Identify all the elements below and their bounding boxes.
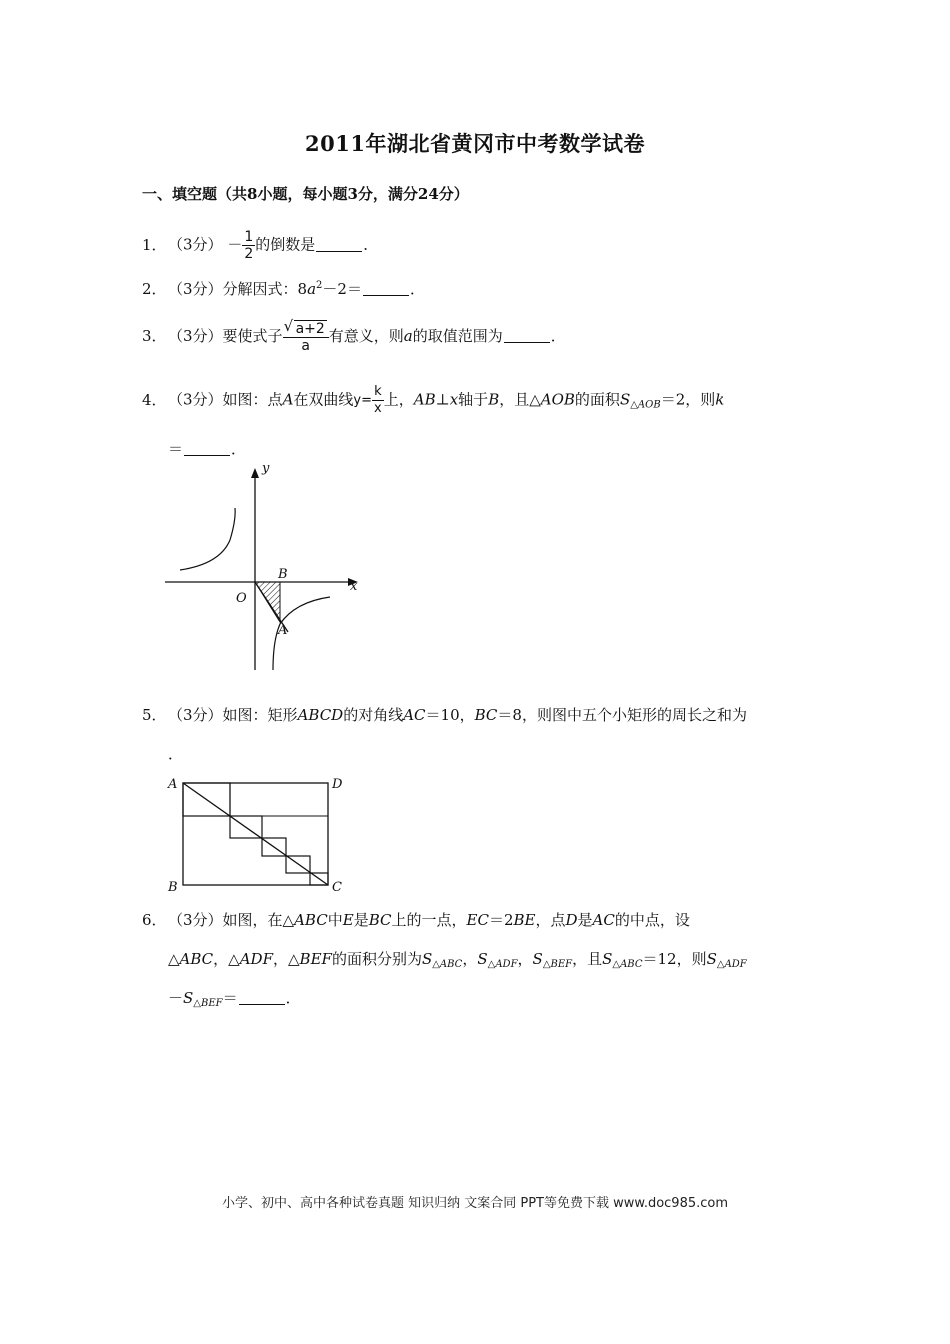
label-b: B [168, 880, 178, 895]
diagonal-ac [183, 783, 328, 885]
question-4: 4．（3分）如图：点A在双曲线y= $\frac{k}{x}$ 上，AB⊥x轴于B，且△AOB的面积$S_{\triangle AOB}=2$，则k [142, 384, 725, 416]
hyperbola-figure [160, 460, 370, 675]
fraction: $\frac{1}{2}$ [244, 229, 254, 262]
fraction: y= $\frac{k}{x}$ [353, 384, 382, 416]
page-title: 2011年湖北省黄冈市中考数学试卷 [305, 131, 645, 156]
question-6-line3: $-S_{\triangle BEF}=$ ． [168, 989, 301, 1009]
footer-text: 小学、初中、高中各种试卷真题 知识归纳 文案合同 PPT等免费下载 www.doc985.com [221, 1196, 729, 1211]
rectangle-figure [162, 770, 352, 895]
hyperbola-branch-left [180, 508, 235, 570]
question-2: 2．（3分）分解因式：$8a^2-2=$ ． [142, 280, 425, 298]
label-x: x [350, 579, 358, 594]
question-1: 1．（3分） － $\frac{1}{2}$ 的倒数是 ． [142, 229, 379, 262]
label-c: C [332, 880, 342, 895]
answer-blank [504, 328, 550, 343]
answer-blank [239, 990, 285, 1005]
question-6: 6．（3分）如图，在△ABC中E是BC上的一点，EC＝2BE，点D是AC的中点，设 [142, 911, 690, 929]
question-6-line2: △ABC，△ADF，△BEF的面积分别为$S_{\triangle ABC}$，$S_{\triangle ADF}$，$S_{\triangle BEF}$，且$S_{\triangle ABC}=12$，则$S_{\triangle ADF}$ [168, 950, 747, 970]
fraction: √ $\frac{a+2}{a}$ [283, 320, 329, 354]
answer-blank [184, 441, 230, 456]
label-a: A [278, 623, 288, 638]
label-y: y [262, 461, 270, 476]
answer-blank [363, 281, 409, 296]
label-d: D [332, 777, 343, 792]
label-b: B [278, 567, 288, 582]
label-a: A [168, 777, 178, 792]
question-3: 3．（3分）要使式子 √ $\frac{a+2}{a}$ 有意义，则a的取值范围为 ． [142, 320, 566, 354]
question-4-line2: ＝ ． [168, 440, 247, 458]
section-heading: 一、填空题（共8小题，每小题3分，满分24分） [142, 185, 469, 203]
label-o: O [236, 591, 247, 606]
question-5: 5．（3分）如图：矩形ABCD的对角线AC＝10，BC＝8，则图中五个小矩形的周长之和为 [142, 706, 747, 724]
answer-blank [316, 237, 362, 252]
question-5-line2: ． [168, 745, 184, 763]
